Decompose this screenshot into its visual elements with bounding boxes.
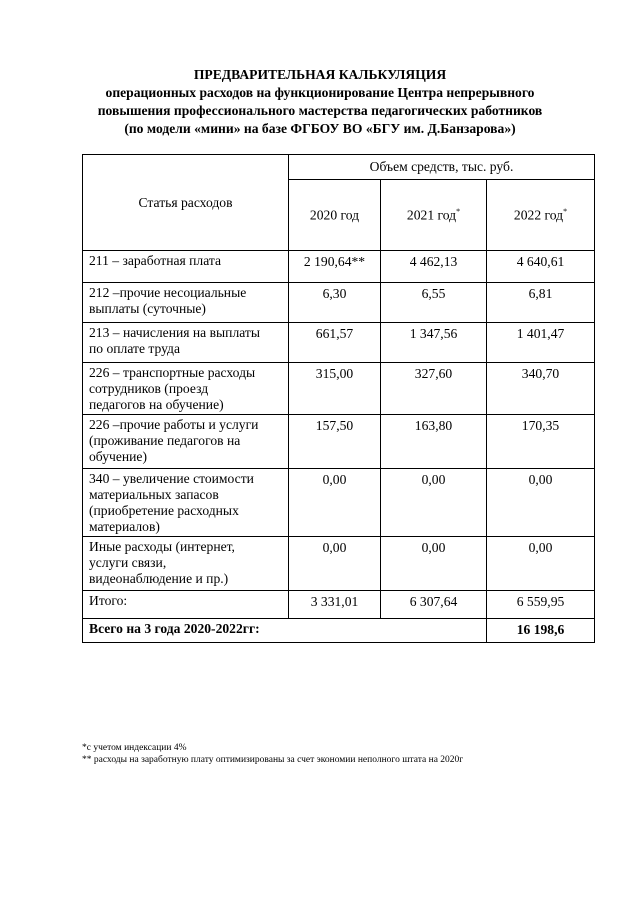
value-cell: 170,35 [487, 415, 595, 469]
expense-item-line: выплаты (суточные) [89, 301, 206, 316]
year-cell-2021 [381, 180, 487, 251]
footnotes [82, 742, 463, 766]
expense-item-cell [83, 363, 289, 415]
expense-item-line: 340 – увеличение стоимости [89, 471, 254, 486]
footnote: ** расходы на заработную плату оптимизированы за счет экономии неполного штата на 2020г [82, 755, 464, 765]
title-line: ПРЕДВАРИТЕЛЬНАЯ КАЛЬКУЛЯЦИЯ [193, 67, 447, 82]
title-line: (по модели «мини» на базе ФГБОУ ВО «БГУ им. Д.Банзарова») [124, 121, 516, 136]
value-cell: 4 640,61 [487, 251, 595, 283]
value-cell: 0,00 [487, 537, 595, 591]
year-label: 2021 год [406, 207, 457, 223]
year-cell-2020 [289, 180, 381, 251]
table-row [83, 251, 595, 283]
header-row [83, 155, 595, 180]
value-cell: 327,60 [381, 363, 487, 415]
expense-item-line: (проживание педагогов на [89, 433, 241, 448]
table-row [83, 323, 595, 363]
value-cell: 6,55 [381, 283, 487, 323]
expense-item-line: 212 –прочие несоциальные [89, 285, 247, 300]
value-cell: 0,00 [381, 469, 487, 537]
total-value-cell: 3 331,01 [289, 591, 381, 619]
table-row [83, 363, 595, 415]
value-cell: 0,00 [487, 469, 595, 537]
title-line: повышения профессионального мастерства педагогических работников [97, 103, 543, 118]
footnote: *с учетом индексации 4% [82, 743, 187, 753]
expense-item-line: 226 –прочие работы и услуги [89, 417, 259, 432]
value-cell: 4 462,13 [381, 251, 487, 283]
value-cell: 0,00 [381, 537, 487, 591]
year-mark: * [456, 206, 461, 216]
year-cell-2022 [487, 180, 595, 251]
expense-item-cell [83, 469, 289, 537]
expense-item-line: Иные расходы (интернет, [89, 539, 235, 554]
table-row [83, 469, 595, 537]
value-cell: 157,50 [289, 415, 381, 469]
expense-item-cell [83, 323, 289, 363]
expense-item-line: материалов) [89, 519, 160, 534]
expense-item-line: по оплате труда [89, 341, 180, 356]
grand-total-row [83, 619, 595, 643]
document-title [60, 66, 580, 138]
expense-item-line: 213 – начисления на выплаты [89, 325, 260, 340]
expense-item-cell [83, 283, 289, 323]
value-cell: 340,70 [487, 363, 595, 415]
expense-item-line: материальных запасов [89, 487, 219, 502]
expense-item-line: (приобретение расходных [89, 503, 239, 518]
value-cell: 6,81 [487, 283, 595, 323]
value-cell: 0,00 [289, 469, 381, 537]
value-cell: 315,00 [289, 363, 381, 415]
calculation-table [82, 154, 595, 643]
value-cell: 1 347,56 [381, 323, 487, 363]
total-value-cell: 6 307,64 [381, 591, 487, 619]
value-cell: 2 190,64** [289, 251, 381, 283]
table-row [83, 283, 595, 323]
expense-item-cell [83, 537, 289, 591]
total-row [83, 591, 595, 619]
value-cell: 1 401,47 [487, 323, 595, 363]
grand-total-value: 16 198,6 [487, 619, 595, 643]
header-group-cell [289, 155, 595, 180]
value-cell: 163,80 [381, 415, 487, 469]
expense-item-line: видеонаблюдение и пр.) [89, 571, 229, 586]
header-group-label: Объем средств, тыс. руб. [369, 159, 514, 174]
total-label: Итого: [83, 591, 289, 619]
total-value-cell: 6 559,95 [487, 591, 595, 619]
value-cell: 6,30 [289, 283, 381, 323]
expense-item-line: обучение) [89, 449, 147, 464]
expense-item-line: сотрудников (проезд [89, 381, 209, 396]
year-mark: * [563, 206, 568, 216]
value-cell: 661,57 [289, 323, 381, 363]
expense-item-line: 211 – заработная плата [89, 253, 222, 268]
expense-item-line: услуги связи, [89, 555, 167, 570]
expense-item-line: педагогов на обучение) [89, 397, 224, 412]
expense-item-cell [83, 251, 289, 283]
expense-item-line: 226 – транспортные расходы [89, 365, 256, 380]
value-cell: 0,00 [289, 537, 381, 591]
expense-item-cell [83, 415, 289, 469]
year-label: 2020 год [309, 207, 360, 223]
header-item-cell [83, 155, 289, 251]
table-row [83, 415, 595, 469]
year-label: 2022 год [513, 207, 564, 223]
header-item-label: Статья расходов [138, 194, 233, 210]
title-line: операционных расходов на функционирование Центра непрерывного [105, 85, 535, 100]
table-row [83, 537, 595, 591]
grand-total-label: Всего на 3 года 2020-2022гг: [83, 619, 487, 643]
